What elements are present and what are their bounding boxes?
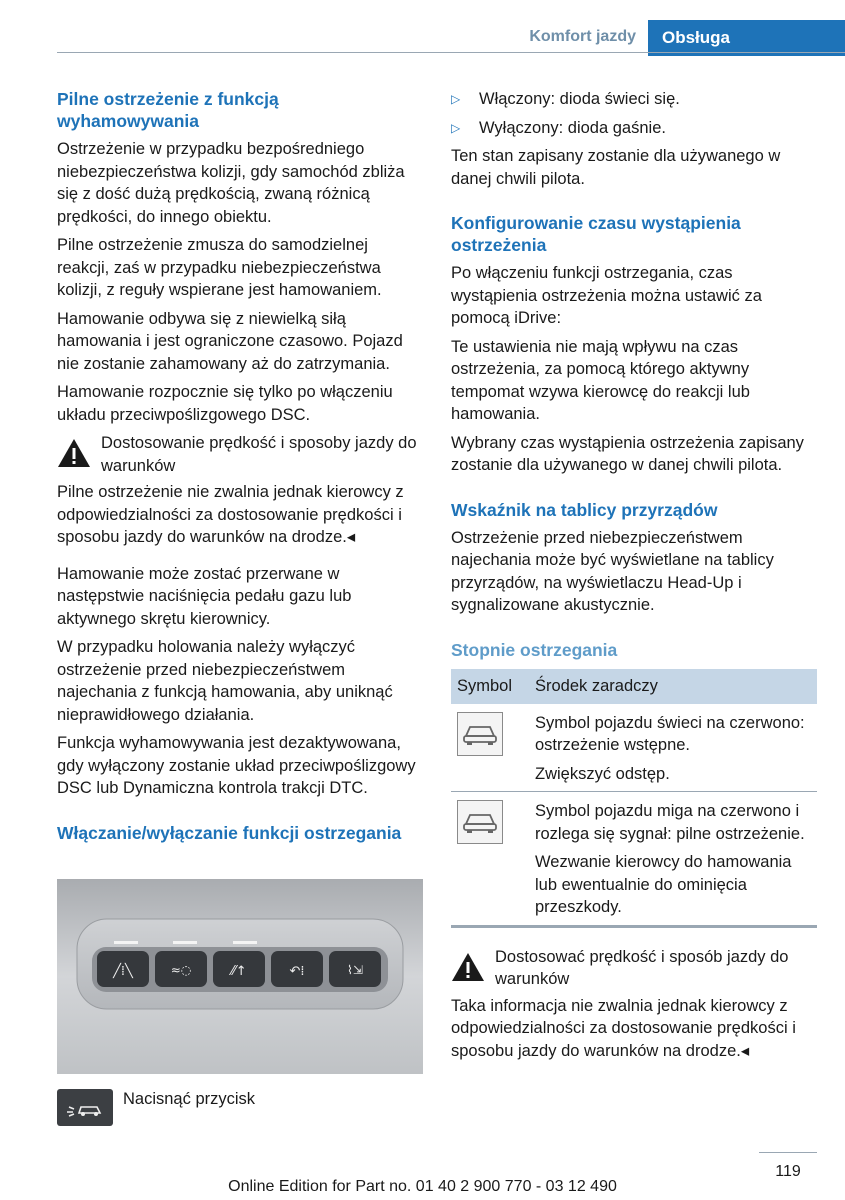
warning-triangle-icon xyxy=(451,952,485,982)
svg-text:╱⁞╲: ╱⁞╲ xyxy=(113,964,133,979)
svg-text:⁄⁄↑: ⁄⁄↑ xyxy=(231,964,247,979)
paragraph: Pilne ostrzeżenie zmusza do samodzielnej reakcji, zaś w przypadku niebezpieczeństwa kolizji, z reguły wspierane jest hamowaniem. xyxy=(57,236,382,299)
bullet-icon: ▷ xyxy=(451,92,461,106)
footer-edition: Online Edition for Part no. 01 40 2 900 770 - 03 12 490 xyxy=(228,1178,617,1195)
paragraph: Ostrzeżenie przed niebezpieczeństwem najechania może być wyświetlane na tablicy przyrządów, na wyświetlaczu Head-Up i sygnalizowane akustycznie. xyxy=(451,528,774,614)
symbol-cell xyxy=(451,792,529,927)
table-header-symbol: Symbol xyxy=(451,669,529,704)
list-item-text: Wyłączony: dioda gaśnie. xyxy=(479,118,666,137)
paragraph: Ostrzeżenie w przypadku bezpośredniego niebezpieczeństwa kolizji, gdy samochód zbliża się z dość dużą prędkością, zwaną różnicą prędkości, do innego obiektu. xyxy=(57,140,405,226)
paragraph: Ten stan zapisany zostanie dla używanego w danej chwili pilota. xyxy=(451,147,781,188)
button-instruction xyxy=(57,1089,255,1126)
table-row xyxy=(451,792,817,927)
paragraph: Hamowanie może zostać przerwane w następstwie naciśnięcia pedału gazu lub aktywnego skrętu kierownicy. xyxy=(57,564,352,628)
right-column xyxy=(451,88,817,1068)
status-list xyxy=(451,88,817,139)
bullet-icon: ▷ xyxy=(451,120,461,135)
warning-triangle-icon xyxy=(57,438,91,468)
list-item xyxy=(451,117,817,140)
svg-text:⌇⇲: ⌇⇲ xyxy=(347,963,363,977)
paragraph: Po włączeniu funkcji ostrzegania, czas wystąpienia ostrzeżenia można ustawić za pomocą iDrive: xyxy=(451,264,762,327)
symbol-cell xyxy=(451,704,529,792)
vehicle-warning-icon xyxy=(457,800,503,844)
warning-text: Dostosować prędkość i sposób jazdy do warunków xyxy=(495,947,789,988)
measure-cell xyxy=(529,792,817,927)
button-panel-photo xyxy=(57,879,423,1074)
warning-text: Dostosowanie prędkość i sposoby jazdy do warunków xyxy=(101,434,417,475)
paragraph: Te ustawienia nie mają wpływu na czas ostrzeżenia, za pomocą którego aktywny tempomat wzywa kierowcę do reakcji lub hamowania. xyxy=(451,337,750,423)
measure-text: Wezwanie kierowcy do hamowania lub ewentualnie do ominięcia przeszkody. xyxy=(535,853,792,916)
heading-enable-disable: Włączanie/wyłączanie funkcji ostrzegania xyxy=(57,822,402,843)
list-item-text: Włączony: dioda świeci się. xyxy=(479,90,680,108)
table-header-measure: Środek zaradczy xyxy=(529,669,817,704)
vehicle-warning-icon xyxy=(457,712,503,756)
page-number: 119 xyxy=(775,1163,801,1180)
header-section-title: Komfort jazdy xyxy=(529,28,636,45)
svg-text:↶⁞: ↶⁞ xyxy=(289,964,305,979)
svg-text:≈◌: ≈◌ xyxy=(170,963,192,977)
header-chapter-tab: Obsługa xyxy=(648,20,845,56)
collision-warning-button-icon xyxy=(57,1089,113,1126)
list-item xyxy=(451,88,817,111)
paragraph: Hamowanie rozpocznie się tylko po włączeniu układu przeciwpoślizgowego DSC. xyxy=(57,383,393,424)
paragraph: Taka informacja nie zwalnia jednak kierowcy z odpowiedzialności za dostosowanie prędkości i sposobu jazdy do warunków na drodze.◂ xyxy=(451,996,796,1060)
button-caption: Nacisnąć przycisk xyxy=(123,1090,256,1108)
heading-urgent-warning: Pilne ostrzeżenie z funkcją wyhamowywania xyxy=(57,89,279,131)
heading-indicator: Wskaźnik na tablicy przyrządów xyxy=(451,499,718,520)
warning-note xyxy=(57,432,423,477)
header-rule xyxy=(57,52,845,53)
heading-warning-levels: Stopnie ostrzegania xyxy=(451,639,618,660)
paragraph: Wybrany czas wystąpienia ostrzeżenia zapisany zostanie dla używanego w danej chwili pilota. xyxy=(451,433,804,474)
paragraph: Pilne ostrzeżenie nie zwalnia jednak kierowcy z odpowiedzialności za dostosowanie prędkości i sposobu jazdy do warunków na drodze.◂ xyxy=(57,483,404,546)
paragraph: W przypadku holowania należy wyłączyć ostrzeżenie przed niebezpieczeństwem najechania z funkcją hamowania, aby uniknąć nieprawidłowego działania. xyxy=(57,638,393,724)
measure-text: Zwiększyć odstęp. xyxy=(535,764,670,783)
table-row xyxy=(451,704,817,792)
paragraph: Funkcja wyhamowywania jest dezaktywowana, gdy wyłączony zostanie układ przeciwpoślizgowy DSC lub Dynamiczna kontrola trakcji DTC. xyxy=(57,734,416,797)
page-number-rule xyxy=(759,1152,817,1153)
measure-text: Symbol pojazdu świeci na czerwono: ostrzeżenie wstępne. xyxy=(535,713,805,754)
warning-note xyxy=(451,946,817,991)
warning-levels-table xyxy=(451,669,817,928)
paragraph: Hamowanie odbywa się z niewielką siłą hamowania i jest ograniczone czasowo. Pojazd nie zostanie zahamowany aż do zatrzymania. xyxy=(57,309,403,373)
heading-configure-time: Konfigurowanie czasu wystąpienia ostrzeżenia xyxy=(451,213,741,255)
measure-text: Symbol pojazdu miga na czerwono i rozlega się sygnał: pilne ostrzeżenie. xyxy=(535,802,805,843)
measure-cell xyxy=(529,704,817,792)
left-column xyxy=(57,88,423,850)
